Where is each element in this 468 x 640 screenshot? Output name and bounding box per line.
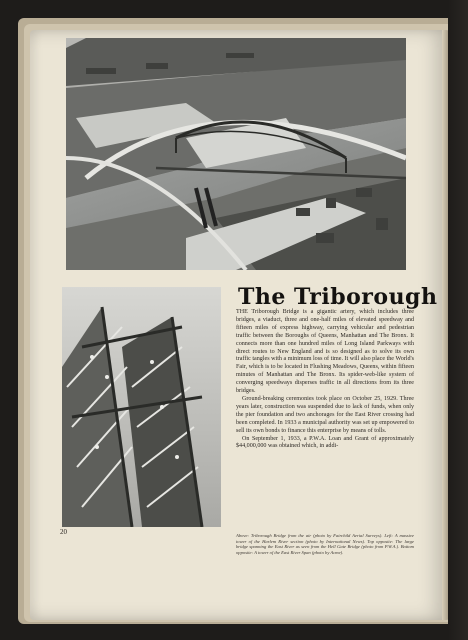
article-headline: The Triborough — [238, 284, 438, 310]
tower-photo — [62, 287, 221, 527]
aerial-bridge-photo — [66, 38, 406, 270]
article-body — [236, 309, 414, 451]
page-number: 20 — [60, 528, 67, 536]
article-paragraph: On September 1, 1933, a P.W.A. Loan and Grant of approximately $44,000,000 was obtained which, in addi- — [236, 435, 414, 450]
article-paragraph: THE Triborough Bridge is a gigantic artery, which includes three bridges, a viaduct, three and one-half miles of elevated speedway and fifteen miles of express highway, carrying vehicular and pedestrian traffic between the Boroughs of Queens, Manhattan and The Bronx. It connects more than one hundred miles of Long Island Parkways with direct routes to New England and is so designed as to solve its own traffic tangles with a minimum loss of time. It will also place the World's Fair, which is to be located in Flushing Meadows, Queens, within fifteen minutes of Manhattan and The Bronx. Its spider-web-like system of converging speedways disperses traffic in all directions from its three bridges. — [236, 309, 414, 395]
binding-shadow — [448, 0, 468, 640]
article-paragraph: Ground-breaking ceremonies took place on October 25, 1929. Three years later, construction was suspended due to lack of funds, when only the pier foundation and two anchorages for the East River crossing had been completed. In 1933 a municipal authority was set up empowered to sell its own bonds to finance this enterprise by means of tolls. — [236, 395, 414, 434]
photo-caption: Above: Triborough Bridge from the air (photo by Fairchild Aerial Surveys). Left: A massive tower of the Harlem River section (photo by International News). Top opposite: The large bridge spanning the East River as seen from the Hell Gate Bridge (photo from P.W.A.). Bottom opposite: A tower of the East River Span (photo by Acme). — [236, 533, 414, 555]
